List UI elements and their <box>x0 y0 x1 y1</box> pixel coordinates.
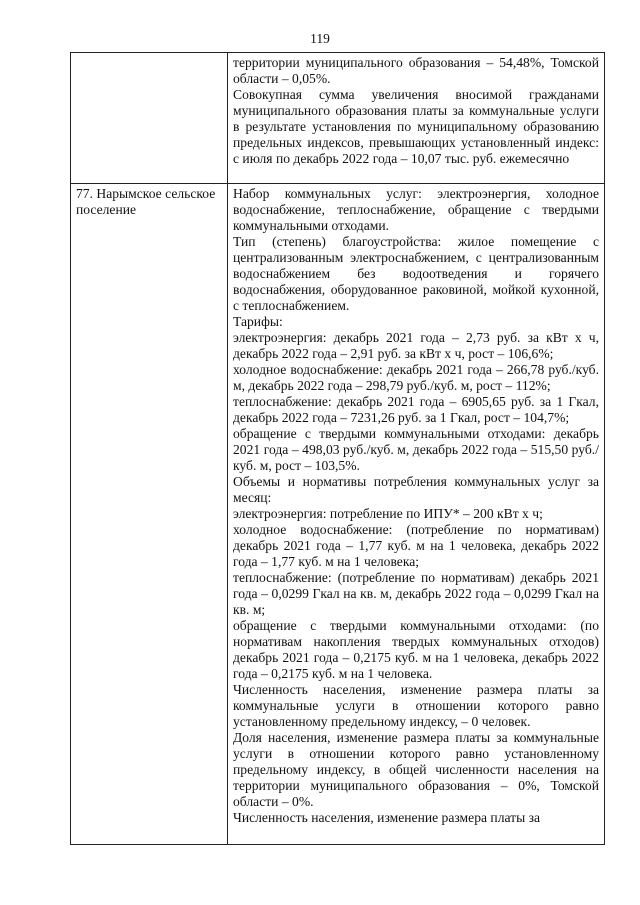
table-row <box>71 184 605 845</box>
paragraph: Тарифы: <box>233 314 283 329</box>
paragraph: Численность населения, изменение размера платы за коммунальные услуги в отношении которого равно установленному предельному индексу, – 0 человек. <box>233 682 599 729</box>
tariff-table <box>70 52 605 845</box>
municipality-name: 77. Нарымское сельское поселение <box>76 186 216 217</box>
paragraph: Доля населения, изменение размера платы за коммунальные услуги в отношении которого равно установленному предельному индексу, в общей численности населения на территории муниципального образования – 0%, Томской области – 0%. <box>233 730 599 809</box>
paragraph: Набор коммунальных услуг: электроэнергия, холодное водоснабжение, теплоснабжение, обращение с твердыми коммунальными отходами. <box>233 186 599 233</box>
paragraph: Объемы и нормативы потребления коммунальных услуг за месяц: <box>233 474 599 505</box>
paragraph: Тип (степень) благоустройства: жилое помещение с централизованным электроснабжением, с централизованным водоснабжением без водоотведения и горячего водоснабжения, оборудованное раковиной, мойкой кухонной, с теплоснабжением. <box>233 234 599 313</box>
paragraph: Численность населения, изменение размера платы за <box>233 810 541 825</box>
municipality-cell-empty <box>71 53 228 184</box>
page-number: 119 <box>310 31 330 46</box>
paragraph: обращение с твердыми коммунальными отходами: декабрь 2021 года – 498,03 руб./куб. м, декабрь 2022 года – 515,50 руб./куб. м, рост – 103,5%. <box>233 426 599 473</box>
paragraph: территории муниципального образования – 54,48%, Томской области – 0,05%. <box>233 55 599 86</box>
paragraph: электроэнергия: декабрь 2021 года – 2,73 руб. за кВт х ч, декабрь 2022 года – 2,91 руб. за кВт х ч, рост – 106,6%; <box>233 330 599 361</box>
paragraph: теплоснабжение: декабрь 2021 года – 6905,65 руб. за 1 Гкал, декабрь 2022 года – 7231,26 руб. за 1 Гкал, рост – 104,7%; <box>233 394 599 425</box>
paragraph: Совокупная сумма увеличения вносимой гражданами муниципального образования платы за коммунальные услуги в результате установления по муниципальному образованию предельных индексов, превышающих установленный индекс: с июля по декабрь 2022 года – 10,07 тыс. руб. ежемесячно <box>233 87 599 166</box>
paragraph: холодное водоснабжение: декабрь 2021 года – 266,78 руб./куб. м, декабрь 2022 года – 298,79 руб./куб. м, рост – 112%; <box>233 362 599 393</box>
table-row <box>71 53 605 184</box>
municipality-cell <box>71 184 228 845</box>
details-cell <box>228 184 605 845</box>
details-cell <box>228 53 605 184</box>
paragraph: теплоснабжение: (потребление по нормативам) декабрь 2021 года – 0,0299 Гкал на кв. м, декабрь 2022 года – 0,0299 Гкал на кв. м; <box>233 570 599 617</box>
paragraph: обращение с твердыми коммунальными отходами: (по нормативам накопления твердых коммунальных отходов) декабрь 2021 года – 0,2175 куб. м на 1 человека, декабрь 2022 года – 0,2175 куб. м на 1 человека. <box>233 618 599 681</box>
paragraph: электроэнергия: потребление по ИПУ* – 200 кВт х ч; <box>233 506 543 521</box>
paragraph: холодное водоснабжение: (потребление по нормативам) декабрь 2021 года – 1,77 куб. м на 1 человека, декабрь 2022 года – 1,77 куб. м на 1 человека; <box>233 522 599 569</box>
